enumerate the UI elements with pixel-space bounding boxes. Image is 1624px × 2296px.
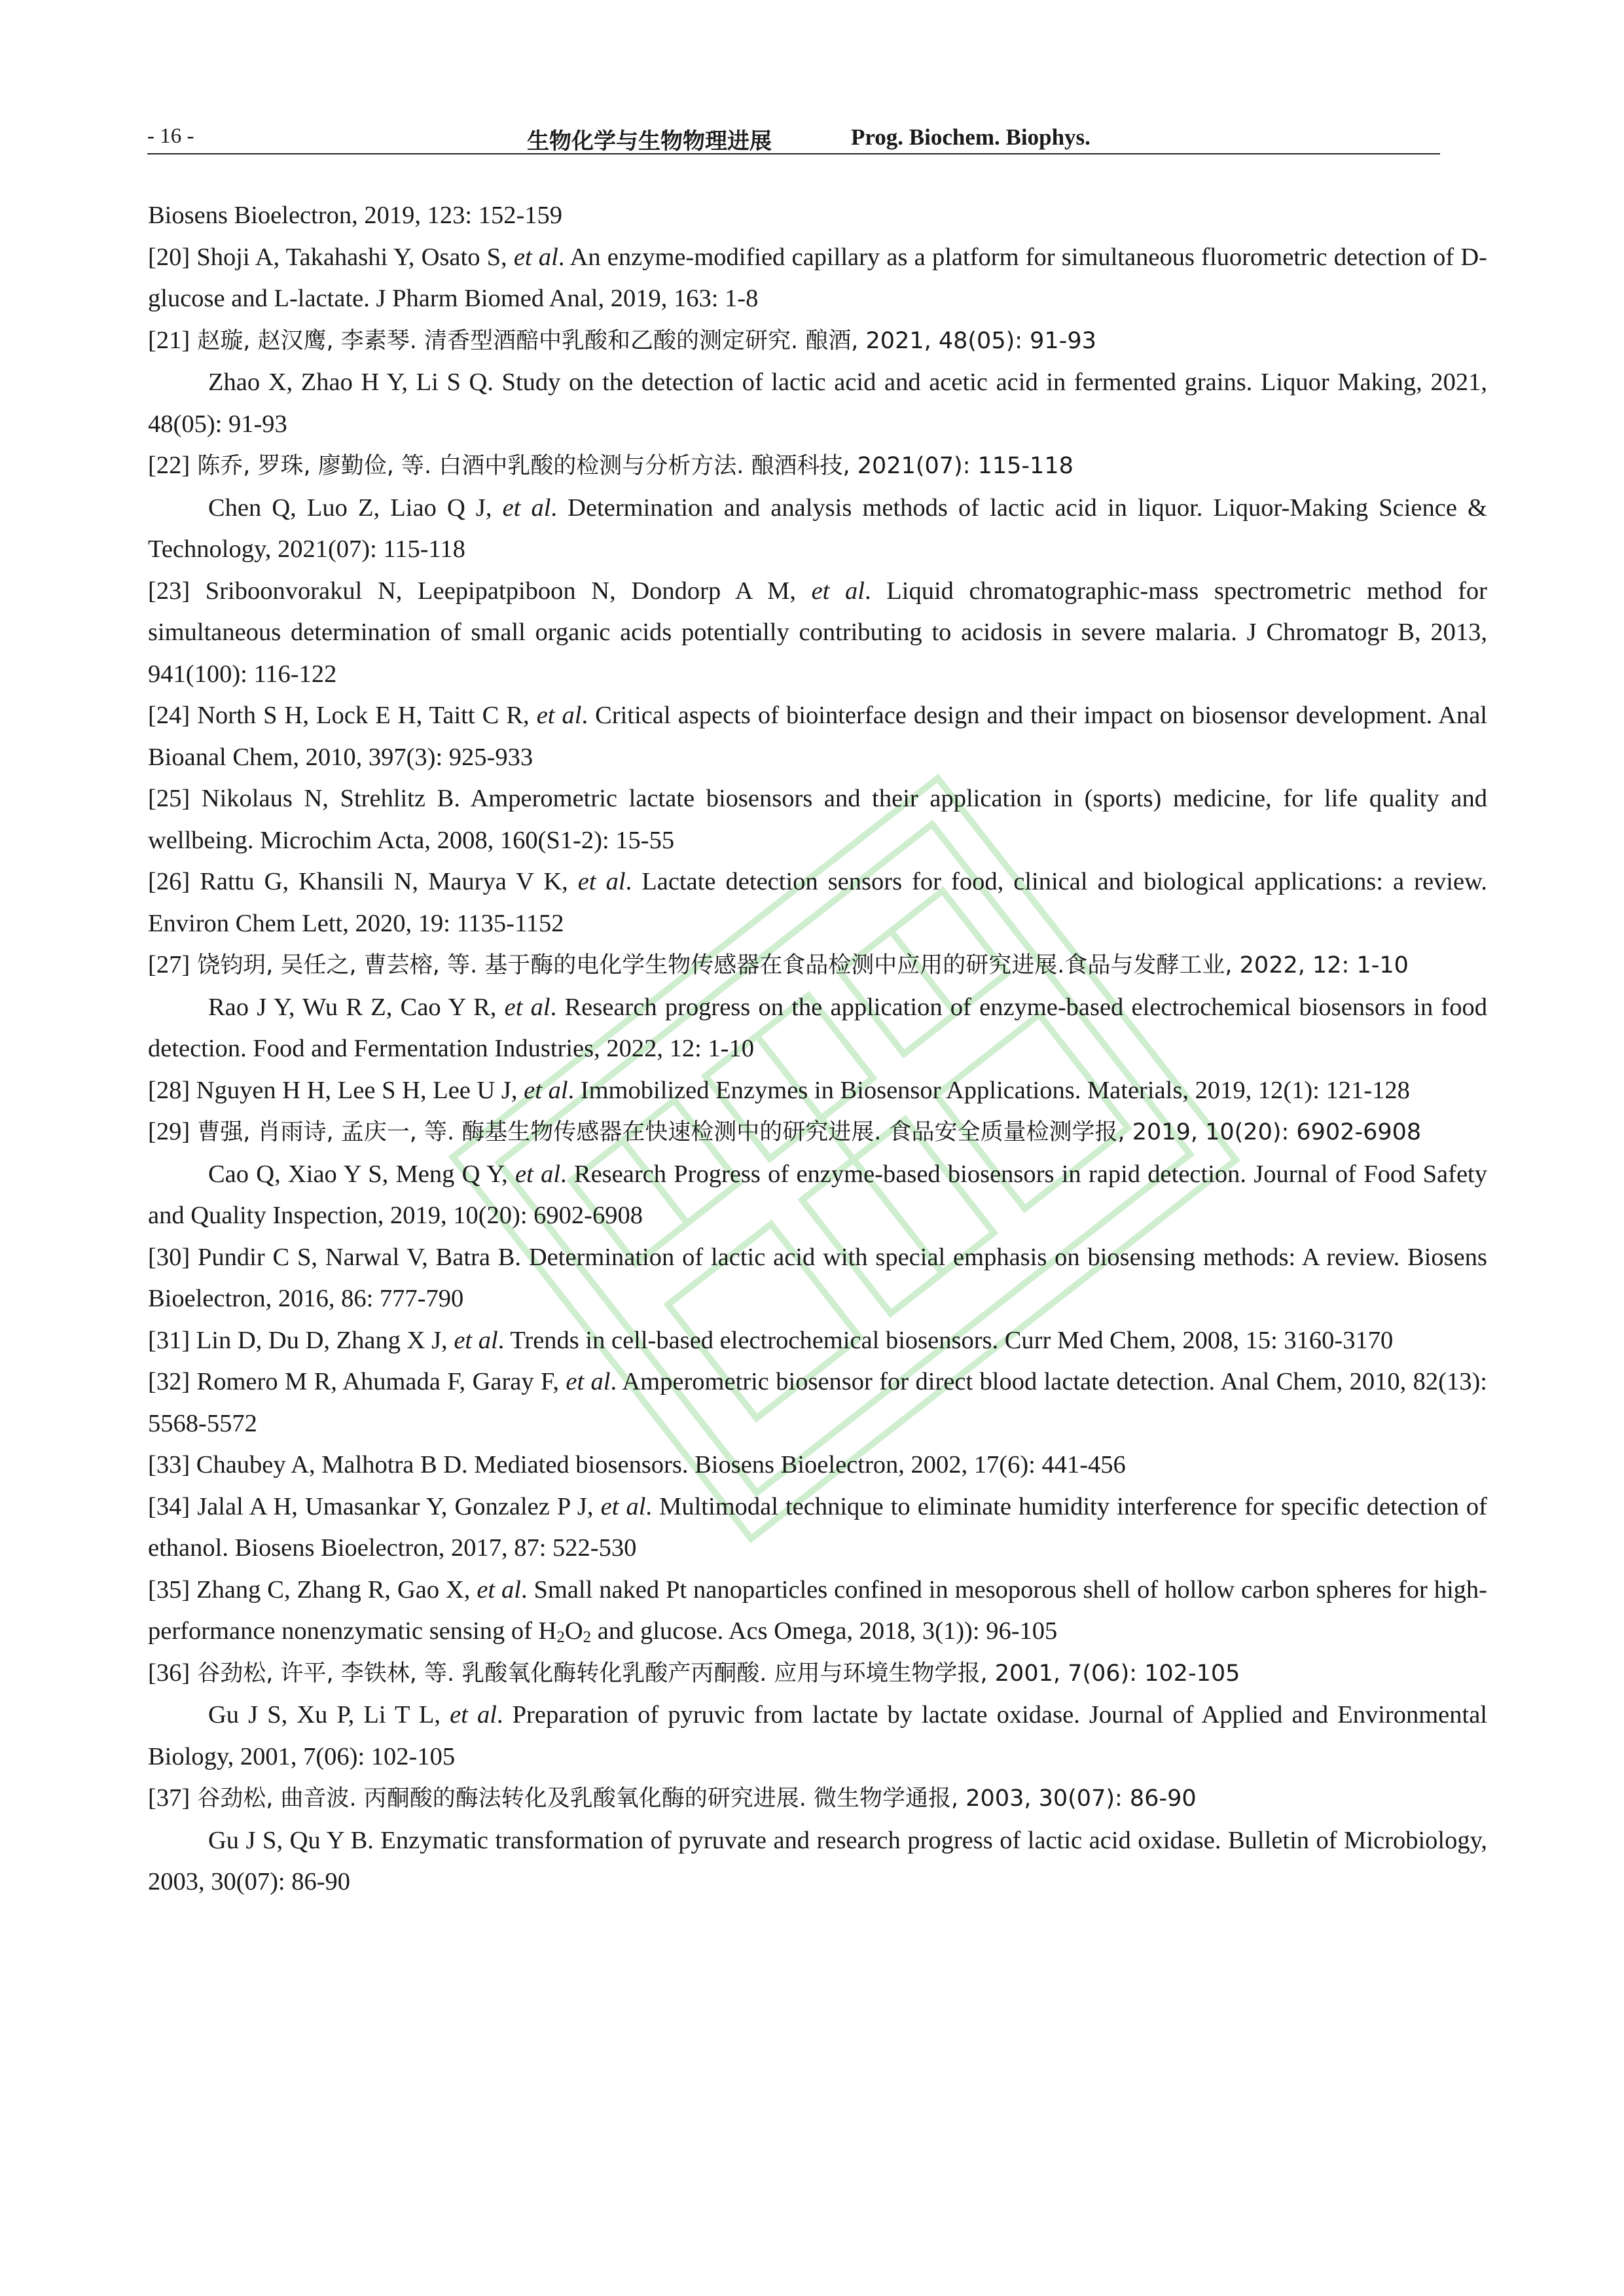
reference-text: . Amperometric biosensor for direct blood lactate detection. Anal Chem, 2010, 82(13): 5568-5572	[148, 1368, 1487, 1437]
et-al-italic: et al	[450, 1701, 497, 1729]
journal-title-en: Prog. Biochem. Biophys.	[851, 124, 1091, 150]
reference-text: 赵璇, 赵汉鹰, 李素琴. 清香型酒醅中乳酸和乙酸的测定研究. 酿酒, 2021, 48(05): 91-93	[190, 327, 1096, 354]
reference-number: [20]	[148, 243, 190, 271]
reference-r25	[148, 778, 1487, 861]
reference-text: 饶钧玥, 吴任之, 曹芸榕, 等. 基于酶的电化学生物传感器在食品检测中应用的研究进展.食品与发酵工业, 2022, 12: 1-10	[190, 952, 1409, 978]
reference-text: . Small naked Pt nanoparticles confined in mesoporous shell of hollow carbon spheres for high-performance nonenzymatic sensing of H	[148, 1575, 1488, 1645]
reference-text: 陈乔, 罗珠, 廖勤俭, 等. 白酒中乳酸的检测与分析方法. 酿酒科技, 2021(07): 115-118	[190, 453, 1074, 479]
reference-number: [22]	[148, 452, 190, 479]
reference-list	[148, 195, 1487, 1903]
reference-text: . Preparation of pyruvic from lactate by lactate oxidase. Journal of Applied and Environmental Biology, 2001, 7(06): 102-105	[148, 1701, 1487, 1770]
reference-r29e	[148, 1154, 1487, 1237]
reference-text: Chen Q, Luo Z, Liao Q J,	[208, 493, 503, 522]
reference-r36e	[148, 1695, 1487, 1778]
page-number: - 16 -	[147, 124, 194, 148]
reference-r27	[148, 944, 1487, 987]
reference-number: [28]	[148, 1076, 190, 1104]
reference-text: . Research Progress of enzyme-based biosensors in rapid detection. Journal of Food Safety and Quality Inspection, 2019, 10(20): 6902-6908	[148, 1160, 1488, 1229]
reference-text: Biosens Bioelectron, 2019, 123: 152-159	[148, 202, 563, 229]
reference-r22	[148, 445, 1487, 488]
et-al-italic: et al	[566, 1368, 611, 1395]
reference-number: [25]	[148, 785, 190, 812]
reference-number: [36]	[148, 1659, 190, 1687]
reference-r19c	[148, 195, 1487, 237]
et-al-italic: et al	[515, 1160, 561, 1188]
journal-title-cn: 生物化学与生物物理进展	[527, 128, 772, 154]
et-al-italic: et al	[502, 493, 551, 522]
reference-r21	[148, 320, 1487, 363]
reference-text: Gu J S, Xu P, Li T L,	[208, 1701, 450, 1729]
reference-text: Sriboonvorakul N, Leepipatpiboon N, Dondorp A M,	[190, 577, 812, 605]
reference-text: 谷劲松, 许平, 李铁林, 等. 乳酸氧化酶转化乳酸产丙酮酸. 应用与环境生物学报, 2001, 7(06): 102-105	[190, 1660, 1240, 1687]
reference-text: Zhao X, Zhao H Y, Li S Q. Study on the detection of lactic acid and acetic acid in fermented grains. Liquor Making, 2021, 48(05): 91-93	[148, 368, 1487, 438]
reference-r33	[148, 1444, 1487, 1486]
reference-text: Shoji A, Takahashi Y, Osato S,	[190, 243, 514, 271]
reference-text: . An enzyme-modified capillary as a platform for simultaneous fluorometric detection of D-glucose and L-lactate. J Pharm Biomed Anal, 2019, 163: 1-8	[148, 243, 1487, 312]
reference-number: [37]	[148, 1784, 190, 1812]
reference-text: . Determination and analysis methods of lactic acid in liquor. Liquor-Making Science & Technology, 2021(07): 115-118	[148, 493, 1487, 563]
et-al-italic: et al	[577, 868, 626, 895]
reference-number: [24]	[148, 702, 190, 729]
reference-text: Rattu G, Khansili N, Maurya V K,	[190, 868, 578, 895]
reference-number: [34]	[148, 1492, 190, 1520]
reference-r34	[148, 1486, 1487, 1570]
et-al-italic: et al	[600, 1492, 646, 1520]
reference-r20	[148, 237, 1487, 320]
reference-text: Lin D, Du D, Zhang X J,	[190, 1326, 454, 1354]
reference-text: Zhang C, Zhang R, Gao X,	[190, 1575, 477, 1604]
running-header	[147, 123, 1440, 154]
reference-text: 曹强, 肖雨诗, 孟庆一, 等. 酶基生物传感器在快速检测中的研究进展. 食品安全质量检测学报, 2019, 10(20): 6902-6908	[190, 1119, 1422, 1145]
et-al-italic: et al	[513, 243, 558, 271]
reference-text: Romero M R, Ahumada F, Garay F,	[190, 1368, 566, 1395]
subscript: 2	[556, 1628, 565, 1646]
reference-text: Nguyen H H, Lee S H, Lee U J,	[190, 1076, 524, 1104]
et-al-italic: et al	[536, 702, 582, 729]
reference-r28	[148, 1070, 1487, 1112]
reference-text: North S H, Lock E H, Taitt C R,	[190, 702, 537, 729]
reference-text: . Lactate detection sensors for food, clinical and biological applications: a review. Environ Chem Lett, 2020, 19: 1135-1152	[148, 868, 1488, 937]
reference-r26	[148, 861, 1487, 944]
reference-r37e	[148, 1820, 1487, 1903]
et-al-italic: et al	[477, 1575, 521, 1604]
reference-r23	[148, 571, 1487, 696]
reference-text: Cao Q, Xiao Y S, Meng Q Y,	[208, 1160, 516, 1188]
reference-r36	[148, 1653, 1487, 1695]
reference-number: [30]	[148, 1243, 190, 1271]
reference-text: . Multimodal technique to eliminate humidity interference for specific detection of ethanol. Biosens Bioelectron, 2017, 87: 522-530	[148, 1492, 1487, 1562]
reference-text: Rao J Y, Wu R Z, Cao Y R,	[208, 993, 505, 1021]
reference-text: Gu J S, Qu Y B. Enzymatic transformation of pyruvate and research progress of lactic acid oxidase. Bulletin of Microbiology, 2003, 30(07): 86-90	[148, 1826, 1487, 1895]
subscript: 2	[583, 1628, 592, 1646]
reference-r32	[148, 1361, 1487, 1444]
reference-text: 谷劲松, 曲音波. 丙酮酸的酶法转化及乳酸氧化酶的研究进展. 微生物学通报, 2003, 30(07): 86-90	[190, 1785, 1197, 1812]
reference-text: . Trends in cell-based electrochemical biosensors. Curr Med Chem, 2008, 15: 3160-3170	[497, 1326, 1394, 1354]
et-al-italic: et al	[504, 993, 550, 1021]
reference-r22e	[148, 488, 1487, 571]
reference-text: . Critical aspects of biointerface design and their impact on biosensor development. Anal Bioanal Chem, 2010, 397(3): 925-933	[148, 702, 1487, 771]
reference-r27e	[148, 987, 1487, 1070]
reference-text: Pundir C S, Narwal V, Batra B. Determination of lactic acid with special emphasis on biosensing methods: A review. Biosens Bioelectron, 2016, 86: 777-790	[148, 1243, 1487, 1312]
reference-text: Jalal A H, Umasankar Y, Gonzalez P J,	[190, 1492, 601, 1520]
reference-text: Chaubey A, Malhotra B D. Mediated biosensors. Biosens Bioelectron, 2002, 17(6): 441-456	[190, 1451, 1126, 1479]
reference-number: [35]	[148, 1575, 190, 1604]
reference-number: [26]	[148, 868, 190, 895]
reference-number: [31]	[148, 1326, 190, 1354]
reference-r30	[148, 1237, 1487, 1320]
reference-number: [33]	[148, 1451, 190, 1479]
reference-text: . Immobilized Enzymes in Biosensor Applications. Materials, 2019, 12(1): 121-128	[568, 1076, 1410, 1104]
reference-text: . Liquid chromatographic-mass spectrometric method for simultaneous determination of small organic acids potentially contributing to acidosis in severe malaria. J Chromatogr B, 2013, 941(100): 116-122	[148, 577, 1487, 688]
reference-text: . Research progress on the application of enzyme-based electrochemical biosensors in food detection. Food and Fermentation Industries, 2022, 12: 1-10	[148, 993, 1488, 1062]
reference-text: Nikolaus N, Strehlitz B. Amperometric lactate biosensors and their application in (sports) medicine, for life quality and wellbeing. Microchim Acta, 2008, 160(S1-2): 15-55	[148, 785, 1487, 854]
reference-number: [21]	[148, 326, 190, 354]
reference-r37	[148, 1778, 1487, 1820]
reference-r31	[148, 1320, 1487, 1362]
reference-r24	[148, 695, 1487, 778]
et-al-italic: et al	[811, 577, 865, 605]
reference-r29	[148, 1111, 1487, 1154]
reference-number: [27]	[148, 951, 190, 978]
et-al-italic: et al	[454, 1326, 498, 1354]
reference-r21e	[148, 362, 1487, 445]
reference-number: [23]	[148, 577, 190, 605]
reference-number: [29]	[148, 1118, 190, 1145]
et-al-italic: et al	[524, 1076, 568, 1104]
reference-number: [32]	[148, 1368, 190, 1395]
reference-r35	[148, 1570, 1487, 1653]
reference-text: and glucose. Acs Omega, 2018, 3(1)): 96-105	[591, 1617, 1058, 1645]
reference-text: O	[564, 1617, 583, 1645]
